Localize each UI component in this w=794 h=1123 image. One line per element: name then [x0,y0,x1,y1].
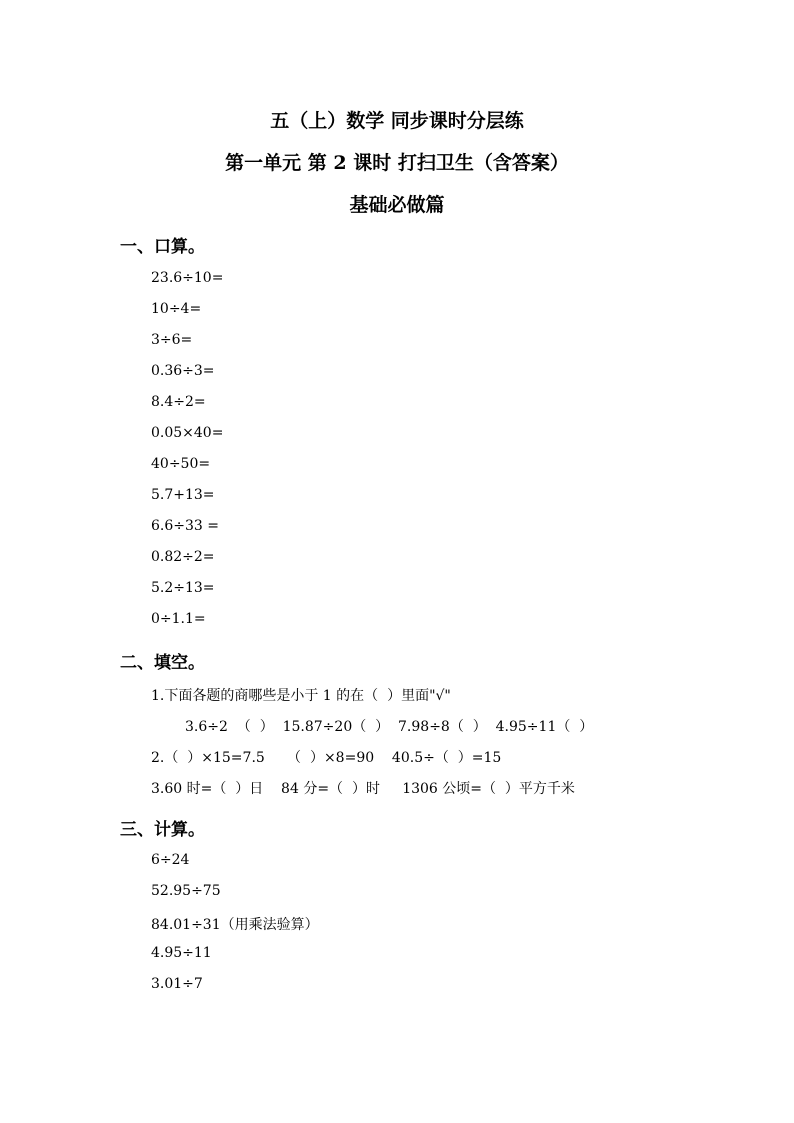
oral-calc-item: 0.82÷2= [151,549,215,565]
calculation-item: 6÷24 [151,852,190,868]
section-heading-oral-calc: 一、口算。 [120,237,205,257]
fill-blank-question-1-options: 3.6÷2 （ ） 15.87÷20（ ） 7.98÷8（ ） 4.95÷11（ ） [185,719,594,735]
oral-calc-item: 5.7+13= [151,487,215,503]
calculation-item: 84.01÷31（用乘法验算） [151,917,319,933]
calculation-item: 4.95÷11 [151,945,212,961]
calculation-item: 3.01÷7 [151,976,203,992]
fill-blank-question-1: 1.下面各题的商哪些是小于 1 的在（ ）里面"√" [151,688,451,704]
fill-blank-question-2: 2.（ ）×15=7.5 （ ）×8=90 40.5÷（ ）=15 [151,750,502,766]
section-heading-fill-blank: 二、填空。 [120,653,205,673]
document-subtitle: 第一单元 第 2 课时 打扫卫生（含答案） [225,152,569,174]
calculation-item: 52.95÷75 [151,883,221,899]
oral-calc-item: 3÷6= [151,332,193,348]
oral-calc-item: 40÷50= [151,456,211,472]
oral-calc-item: 8.4÷2= [151,394,206,410]
oral-calc-item: 0.36÷3= [151,363,215,379]
document-title: 五（上）数学 同步课时分层练 [270,110,524,132]
oral-calc-item: 0.05×40= [151,425,224,441]
oral-calc-item: 6.6÷33 = [151,518,219,534]
oral-calc-item: 10÷4= [151,301,202,317]
oral-calc-item: 5.2÷13= [151,580,215,596]
oral-calc-item: 23.6÷10= [151,270,224,286]
oral-calc-item: 0÷1.1= [151,611,206,627]
section-heading-calculation: 三、计算。 [120,820,205,840]
fill-blank-question-3: 3.60 时=（ ）日 84 分=（ ）时 1306 公顷=（ ）平方千米 [151,781,575,797]
section-level-title: 基础必做篇 [349,194,445,216]
